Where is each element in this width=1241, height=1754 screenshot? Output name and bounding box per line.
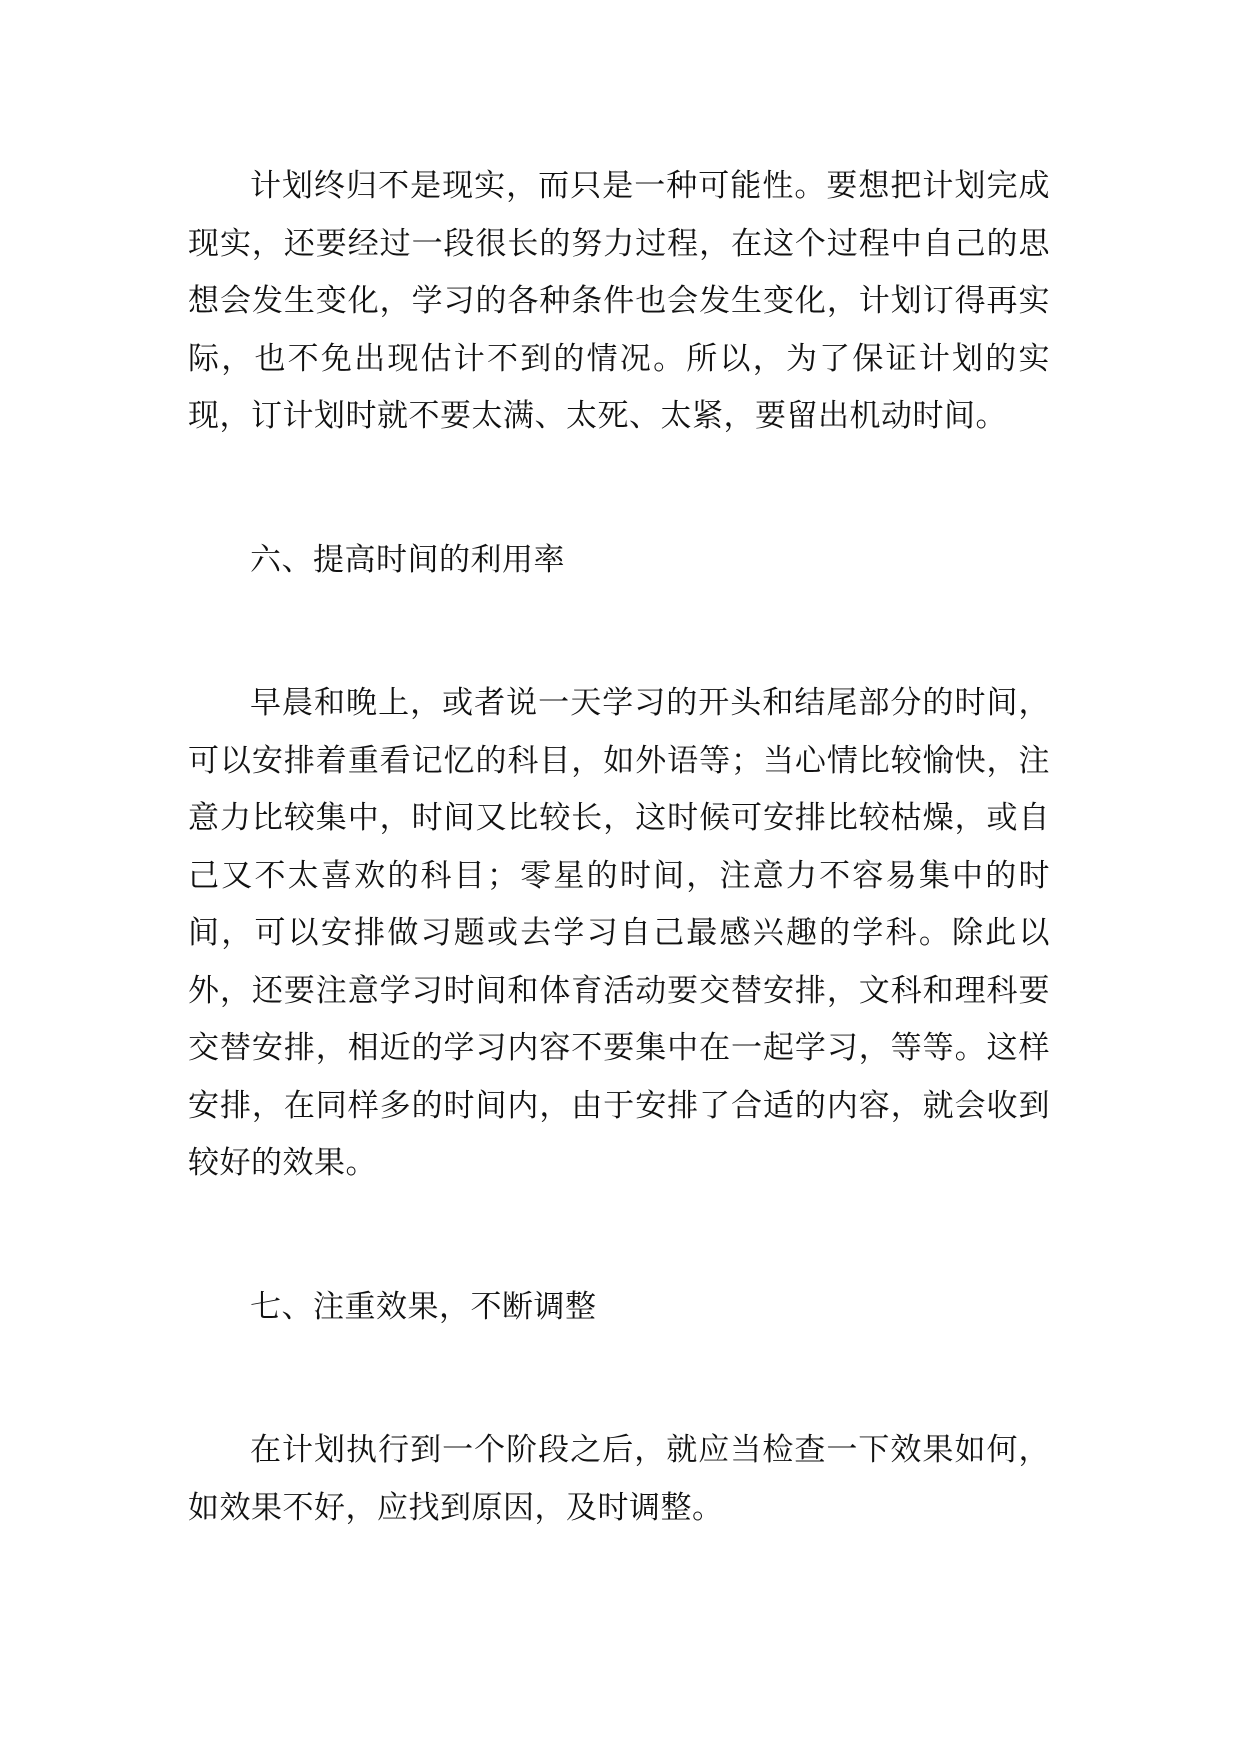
section-heading-7: 七、注重效果，不断调整 [250,1288,597,1325]
paragraph-spacer [188,1336,1050,1422]
paragraph-spacer [188,446,1050,532]
section-heading-6: 六、提高时间的利用率 [250,541,565,578]
body-paragraph-plan-reality: 计划终归不是现实，而只是一种可能性。要想把计划完成现实，还要经过一段很长的努力过程，在这个过程中自己的思想会发生变化，学习的各种条件也会发生变化，计划订得再实际，也不免出现估计不到的情况。所以，为了保证计划的实现，订计划时就不要太满、太死、太紧，要留出机动时间。 [188,168,1050,434]
paragraph-spacer [188,589,1050,675]
body-paragraph-time-usage: 早晨和晚上，或者说一天学习的开头和结尾部分的时间，可以安排着重看记忆的科目，如外语等；当心情比较愉快，注意力比较集中，时间又比较长，这时候可安排比较枯燥，或自己又不太喜欢的科目；零星的时间，注意力不容易集中的时间，可以安排做习题或去学习自己最感兴趣的学科。除此以外，还要注意学习时间和体育活动要交替安排，文科和理科要交替安排，相近的学习内容不要集中在一起学习，等等。这样安排，在同样多的时间内，由于安排了合适的内容，就会收到较好的效果。 [188,685,1050,1181]
body-paragraph-adjust: 在计划执行到一个阶段之后，就应当检查一下效果如何，如效果不好，应找到原因，及时调整。 [188,1432,1050,1526]
document-page [188,158,1050,1537]
paragraph-spacer [188,1193,1050,1279]
